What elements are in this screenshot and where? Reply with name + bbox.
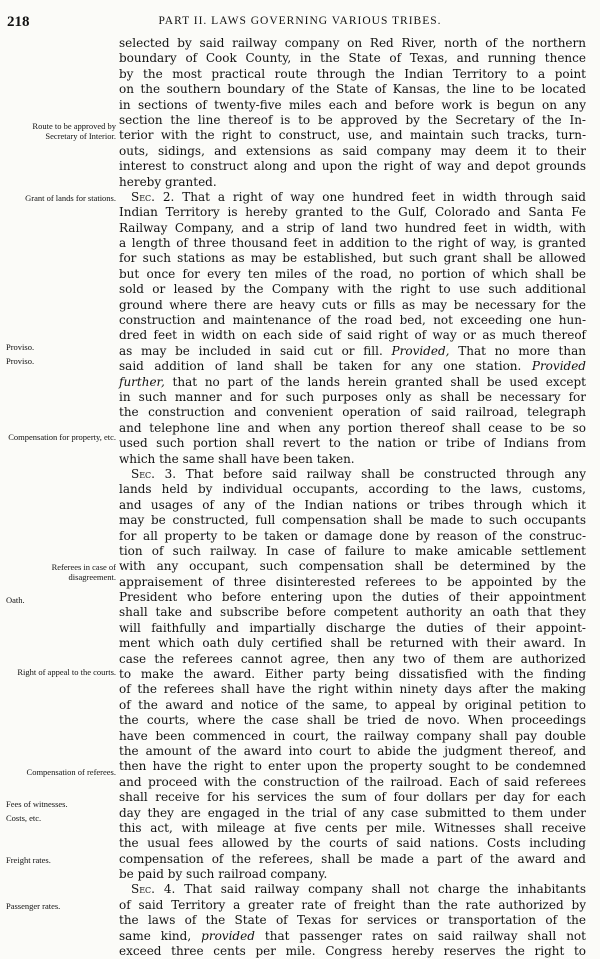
text-line: compensation of the referees, shall be made a part of the award and	[119, 851, 586, 866]
text-line: in such manner and for such purposes only as shall be necessary for	[119, 389, 586, 404]
text-line: may be constructed, full compensation shall be made to such occupants	[119, 513, 586, 528]
text-line: the usual fees allowed by the courts of said nations. Costs including	[119, 836, 586, 851]
margin-note: Route to be approved by Secretary of Interior.	[32, 121, 116, 141]
section-label: Sec. 2.	[131, 189, 175, 204]
text-line: appraisement of three disinterested referees to be appointed by the	[119, 574, 586, 589]
text-line: on the southern boundary of the State of Kansas, the line to be located	[119, 82, 586, 97]
text-line: have been commenced in court, the railway company shall pay double	[119, 728, 586, 743]
margin-note: Grant of lands for stations.	[25, 193, 116, 203]
text-line: ment which oath duly certified shall be returned with their award. In	[119, 636, 586, 651]
text-line: case the referees cannot agree, then any two of them are authorized	[119, 651, 586, 666]
text-line: but once for every ten miles of the road, no portion of which shall be	[119, 266, 586, 281]
text-line: of the referees shall have the right within ninety days after the making	[119, 682, 586, 697]
text-line: of the award and notice of the same, to appeal by original petition to	[119, 697, 586, 712]
margin-note: Compensation for property, etc.	[8, 432, 116, 442]
margin-note: Freight rates.	[6, 855, 51, 865]
italic-provided: Provided,	[391, 343, 450, 358]
text-line: Indian Territory is hereby granted to the Gulf, Colorado and Santa Fe	[119, 205, 586, 220]
text-line: tion of such railway. In case of failure to make amicable settlement	[119, 543, 586, 558]
text-line: and telephone line and when any portion thereof shall cease to be so	[119, 420, 586, 435]
margin-note: Compensation of referees.	[26, 767, 116, 777]
text-line: section the line thereof is to be approved by the Secretary of the In-	[119, 112, 586, 127]
italic-provided: provided	[201, 928, 255, 943]
section-4-first-line: Sec. 4. That said railway company shall not charge the inhabitants	[131, 882, 586, 897]
text-line: exceed three cents per mile. Congress hereby reserves the right to	[119, 944, 586, 959]
text-line: will faithfully and impartially discharge the duties of their appoint-	[119, 620, 586, 635]
text-line: shall receive for his services the sum of four dollars per day for each	[119, 790, 586, 805]
text-line: outs, sidings, and extensions as said company may deem it to their	[119, 143, 586, 158]
margin-note: Referees in case of disagreement.	[51, 562, 116, 582]
text-line: President who before entering upon the duties of their appointment	[119, 590, 586, 605]
section-label: Sec. 3.	[131, 466, 177, 481]
text-line: hereby granted.	[119, 174, 217, 189]
text-line: used such portion shall revert to the nation or tribe of Indians from	[119, 436, 586, 451]
running-head: PART II. LAWS GOVERNING VARIOUS TRIBES.	[158, 15, 442, 27]
margin-note: Proviso.	[6, 356, 35, 366]
text-line: in sections of twenty-five miles each and before work is begun on any	[119, 97, 586, 112]
proviso-line: said addition of land shall be taken for any one station. Provided	[119, 359, 586, 374]
section-3-first-line: Sec. 3. That before said railway shall be constructed through any	[131, 466, 586, 481]
section-label: Sec. 4.	[131, 882, 176, 897]
text-line: dred feet in width on each side of said right of way or as much thereof	[119, 328, 586, 343]
proviso-line: same kind, provided that passenger rates on said railway shall not	[119, 928, 586, 943]
text-line: for such stations as may be established, but such grant shall be allowed	[119, 251, 586, 266]
text-line: this act, with mileage at five cents per mile. Witnesses shall receive	[119, 820, 586, 835]
body-text	[119, 36, 586, 959]
text-line: which the same shall have been taken.	[119, 451, 355, 466]
text-line: the courts, where the case shall be tried de novo. When proceedings	[119, 713, 586, 728]
margin-note: Proviso.	[6, 342, 35, 352]
text-line: ground where there are heavy cuts or fills as may be necessary for the	[119, 297, 586, 312]
text-line: boundary of Cook County, in the State of Texas, and running thence	[119, 51, 586, 66]
text-line: interest to construct along and upon the right of way and depot grounds	[119, 159, 586, 174]
text-line: for all property to be taken or damage done by reason of the construc-	[119, 528, 586, 543]
text-line: shall take and subscribe before competent authority an oath that they	[119, 605, 586, 620]
proviso-line: as may be included in said cut or fill. Provided, That no more than	[119, 343, 586, 358]
italic-further: further,	[119, 374, 165, 389]
text-line: the amount of the award into court to abide the judgment thereof, and	[119, 743, 586, 758]
text-line: the laws of the State of Texas for services or transportation of the	[119, 913, 586, 928]
text-line: and proceed with the construction of the railroad. Each of said referees	[119, 774, 586, 789]
text-line: terior with the right to construct, use, and maintain such tracks, turn-	[119, 128, 586, 143]
text-line: sold or leased by the Company with the right to use such additional	[119, 282, 586, 297]
proviso-line: further, that no part of the lands herein granted shall be used except	[119, 374, 586, 389]
margin-note: Fees of witnesses.	[6, 799, 68, 809]
italic-provided: Provided	[531, 359, 586, 374]
text-line: selected by said railway company on Red River, north of the northern	[119, 36, 586, 50]
text-line: and usages of any of the Indian nations or tribes through which it	[119, 497, 586, 512]
section-2-first-line: Sec. 2. That a right of way one hundred feet in width through said	[131, 189, 586, 204]
text-line: then have the right to enter upon the property sought to be condemned	[119, 759, 586, 774]
margin-note: Passenger rates.	[6, 901, 61, 911]
text-line: day they are engaged in the trial of any case submitted to them under	[119, 805, 586, 820]
text-line: lands held by individual occupants, according to the laws, customs,	[119, 482, 586, 497]
text-line: the construction and convenient operation of said railroad, telegraph	[119, 405, 586, 420]
text-line: Railway Company, and a strip of land two hundred feet in width, with	[119, 220, 586, 235]
text-line: with any occupant, such compensation shall be determined by the	[119, 559, 586, 574]
text-line: a length of three thousand feet in addition to the right of way, is granted	[119, 236, 586, 251]
margin-note: Right of appeal to the courts.	[17, 667, 116, 677]
page-header	[0, 14, 600, 32]
text-line: construction and maintenance of the road bed, not exceeding one hun-	[119, 313, 586, 328]
text-line: of said Territory a greater rate of freight than the rate authorized by	[119, 897, 586, 912]
text-line: to make the award. Either party being dissatisfied with the finding	[119, 667, 586, 682]
text-line: by the most practical route through the Indian Territory to a point	[119, 66, 586, 81]
page-number: 218	[7, 14, 30, 30]
margin-note: Costs, etc.	[6, 813, 42, 823]
text-line: be paid by such railroad company.	[119, 867, 328, 882]
margin-note: Oath.	[6, 595, 25, 605]
